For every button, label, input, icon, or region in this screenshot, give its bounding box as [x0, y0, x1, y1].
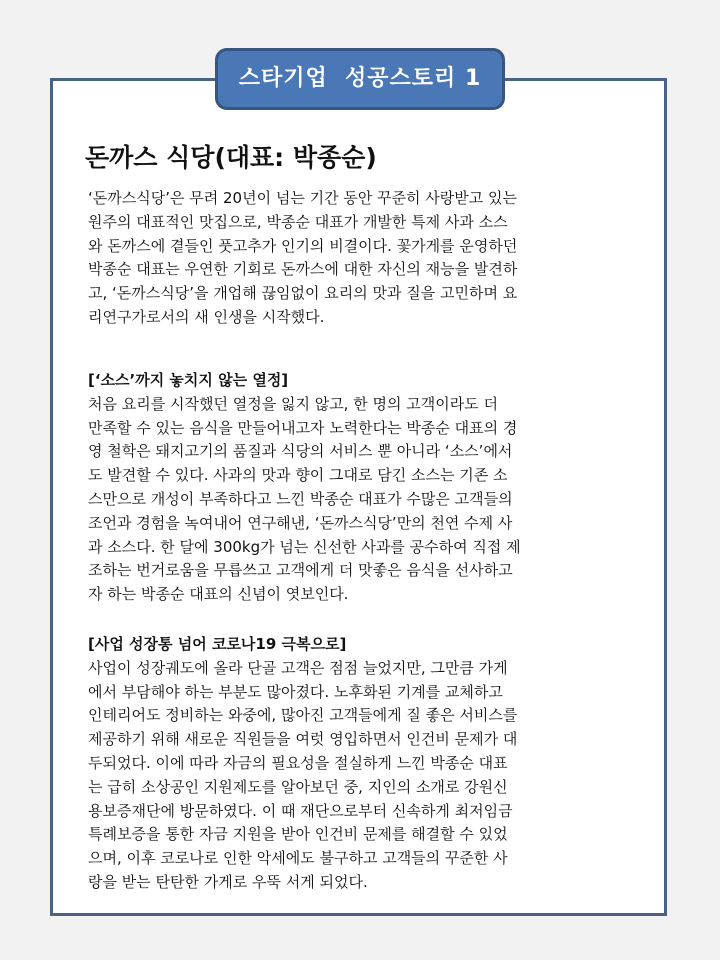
intro-line: 고, ‘돈까스식당’을 개업해 끊임없이 요리의 맛과 질을 고민하며 요	[88, 284, 518, 303]
section-line: 도 발견할 수 있다. 사과의 맛과 향이 그대로 담긴 소스는 기존 소	[88, 466, 508, 485]
section-line: 조하는 번거로움을 무릅쓰고 고객에게 더 맛좋은 음식을 선사하고	[88, 561, 513, 580]
section-line: 으며, 이후 코로나로 인한 악세에도 불구하고 고객들의 꾸준한 사	[88, 849, 508, 868]
section-line: 조언과 경험을 녹여내어 연구해낸, ‘돈까스식당’만의 천연 수제 사	[88, 513, 513, 532]
section-line: 제공하기 위해 새로운 직원들을 여럿 영입하면서 인건비 문제가 대	[88, 730, 518, 749]
section-line: 처음 요리를 시작했던 열정을 잃지 않고, 한 명의 고객이라도 더	[88, 394, 498, 413]
intro-line: 와 돈까스에 곁들인 풋고추가 인기의 비결이다. 꽃가게를 운영하던	[88, 236, 518, 255]
section-line: 스만으로 개성이 부족하다고 느낀 박종순 대표가 수많은 고객들의	[88, 489, 513, 508]
story-banner: 스타기업 성공스토리 1	[215, 48, 505, 110]
section-line: 에서 부담해야 하는 부분도 많아졌다. 노후화된 기계를 교체하고	[88, 682, 503, 701]
section-heading: [사업 성장통 넘어 코로나19 극복으로]	[88, 635, 347, 653]
section-passion	[88, 369, 633, 607]
intro-line: ‘돈까스식당’은 무려 20년이 넘는 기간 동안 꾸준히 사랑받고 있는	[88, 189, 518, 207]
section-line: 자 하는 박종순 대표의 신념이 엿보인다.	[88, 585, 349, 604]
intro-line: 원주의 대표적인 맛집으로, 박종순 대표가 개발한 특제 사과 소스	[88, 212, 508, 231]
section-line: 두되었다. 이에 따라 자금의 필요성을 절실하게 느낀 박종순 대표	[88, 753, 508, 772]
section-line: 영 철학은 돼지고기의 품질과 식당의 서비스 뿐 아니라 ‘소스’에서	[88, 442, 513, 461]
section-line: 특례보증을 통한 자금 지원을 받아 인건비 문제를 해결할 수 있었	[88, 825, 508, 844]
section-line: 는 급히 소상공인 지원제도를 알아보던 중, 지인의 소개로 강원신	[88, 777, 508, 796]
intro-line: 박종순 대표는 우연한 기회로 돈까스에 대한 자신의 재능을 발견하	[88, 260, 518, 279]
section-line: 인테리어도 정비하는 와중에, 많아진 고객들에게 질 좋은 서비스를	[88, 706, 518, 725]
section-growth	[88, 633, 633, 895]
section-line: 용보증재단에 방문하였다. 이 때 재단으로부터 신속하게 최저임금	[88, 801, 513, 820]
section-line: 과 소스다. 한 달에 300kg가 넘는 신선한 사과를 공수하여 직접 제	[88, 537, 521, 556]
intro-paragraph	[88, 187, 633, 330]
section-line: 사업이 성장궤도에 올라 단골 고객은 점점 늘었지만, 그만큼 가게	[88, 658, 508, 677]
story-title: 돈까스 식당(대표: 박종순)	[85, 143, 377, 172]
section-line: 랑을 받는 탄탄한 가게로 우뚝 서게 되었다.	[88, 872, 368, 891]
intro-line: 리연구가로서의 새 인생을 시작했다.	[88, 307, 325, 326]
section-heading: [‘소스’까지 놓치지 않는 열정]	[88, 371, 289, 389]
section-line: 만족할 수 있는 음식을 만들어내고자 노력한다는 박종순 대표의 경	[88, 418, 518, 437]
